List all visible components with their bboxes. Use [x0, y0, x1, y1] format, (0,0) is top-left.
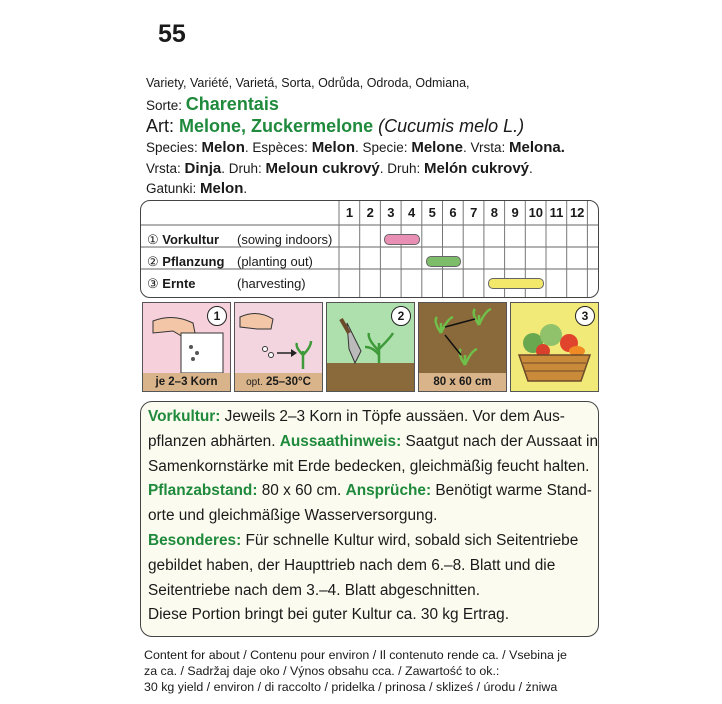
- art-latin: (Cucumis melo L.): [378, 116, 525, 136]
- vrsta-line-end: .: [529, 161, 533, 176]
- month-label: 6: [449, 205, 457, 220]
- month-label: 11: [549, 205, 564, 220]
- step1b-caption: [235, 373, 322, 391]
- info-heading: Pflanzabstand:: [148, 482, 258, 500]
- info-text: gebildet haben, der Haupttrieb nach dem 6.–8. Blatt und die: [148, 556, 556, 574]
- plant-spacing-icon: [419, 303, 506, 373]
- druh-cz-value: Meloun cukrový: [265, 160, 380, 177]
- step3-harvest-illustration: [510, 302, 599, 392]
- vrsta2-value: Dinja: [184, 160, 222, 177]
- species-value: Melon: [201, 139, 245, 156]
- species-label: Species:: [146, 140, 198, 155]
- step2b-spacing-illustration: [418, 302, 507, 392]
- info-line: [148, 482, 592, 500]
- calendar-row-pflanzung: [141, 252, 598, 273]
- info-text: Samenkornstärke mit Erde bedecken, gleichmäßig feucht halten.: [148, 457, 590, 475]
- info-line: [148, 458, 589, 476]
- druh-sk-label: . Druh:: [379, 161, 421, 176]
- specie-label: . Specie:: [355, 140, 408, 155]
- product-code: 55: [158, 20, 186, 48]
- footer-line-1: Content for about / Contenu pour environ / Il contenuto rende ca. / Vsebina je: [144, 648, 567, 662]
- step-badge-1: 1: [207, 306, 227, 326]
- info-heading: Ansprüche:: [345, 482, 432, 500]
- vrsta2-label: Vrsta:: [146, 161, 181, 176]
- step1-sowing-illustration: [142, 302, 231, 392]
- sowing-calendar: [140, 200, 599, 298]
- calendar-row-label: ① Vorkultur: [147, 232, 220, 247]
- step2b-caption: 80 x 60 cm: [419, 373, 506, 391]
- vrsta-line: [146, 160, 533, 177]
- month-label: 7: [470, 205, 478, 220]
- info-line: [148, 507, 437, 525]
- species-line: [146, 139, 565, 156]
- info-line: [148, 606, 509, 624]
- month-label: 3: [387, 205, 395, 220]
- calendar-row-sub: (sowing indoors): [237, 232, 333, 247]
- vrsta-value: Melona.: [509, 139, 565, 156]
- calendar-period-bar: [488, 278, 544, 289]
- calendar-row-label: ② Pflanzung: [147, 254, 225, 269]
- info-text: orte und gleichmäßige Wasserversorgung.: [148, 507, 438, 525]
- info-text: Saatgut nach der Aussaat in: [401, 432, 599, 450]
- info-heading: Vorkultur:: [148, 408, 221, 425]
- month-label: 8: [490, 205, 498, 220]
- step-badge-2: 2: [391, 306, 411, 326]
- gatunki-label: Gatunki:: [146, 181, 197, 196]
- vrsta-label: . Vrsta:: [463, 140, 506, 155]
- info-line: [148, 408, 565, 426]
- info-text: Für schnelle Kultur wird, sobald sich Seitentriebe: [241, 532, 579, 549]
- caption-prefix: opt.: [246, 377, 263, 388]
- especes-label: . Espèces:: [244, 140, 308, 155]
- info-text: Jeweils 2–3 Korn in Töpfe aussäen. Vor dem Aus-: [220, 408, 565, 425]
- info-line: [148, 582, 480, 600]
- step-badge-3: 3: [575, 306, 595, 326]
- seed-to-sprout-icon: [235, 303, 322, 373]
- info-text: Seitentriebe nach dem 3.–4. Blatt abgeschnitten.: [148, 581, 480, 599]
- druh-cz-label: . Druh:: [221, 161, 262, 176]
- info-line: [148, 433, 598, 451]
- art-label: Art:: [146, 116, 175, 136]
- step1-caption: je 2–3 Korn: [143, 373, 230, 391]
- info-text: Benötigt warme Stand-: [431, 482, 592, 500]
- month-label: 4: [407, 205, 416, 220]
- art-value: Melone, Zuckermelone: [179, 116, 374, 136]
- info-heading: Besonderes:: [148, 532, 242, 549]
- gatunki-line: [146, 180, 247, 197]
- sorte-label: Sorte:: [146, 98, 183, 113]
- variety-line: Variety, Variété, Varietá, Sorta, Odrůda, Odroda, Odmiana,: [146, 76, 470, 90]
- info-heading: Aussaathinweis:: [279, 432, 402, 450]
- month-label: 2: [366, 205, 374, 220]
- calendar-period-bar: [384, 234, 419, 245]
- sorte-line: [146, 94, 279, 115]
- sorte-value: Charentais: [185, 94, 279, 114]
- druh-sk-value: Melón cukrový: [423, 160, 530, 177]
- step2-planting-illustration: [326, 302, 415, 392]
- footer-line-3: 30 kg yield / environ / di raccolto / pridelka / prinosa / skliześ / úrodu / żniwa: [144, 680, 558, 694]
- info-text: pflanzen abhärten.: [148, 432, 280, 450]
- month-label: 9: [511, 205, 519, 220]
- especes-value: Melon: [311, 139, 356, 156]
- info-text: Diese Portion bringt bei guter Kultur ca. 30 kg Ertrag.: [148, 606, 510, 624]
- month-label: 1: [345, 205, 354, 220]
- calendar-period-bar: [426, 256, 461, 267]
- info-line: [148, 557, 555, 575]
- month-header-row: [141, 201, 598, 222]
- footer-line-2: za ca. / Sadržaj daje oko / Výnos obsahu cca. / Zawartość to ok.:: [144, 664, 500, 678]
- specie-value: Melone: [411, 139, 464, 156]
- calendar-row-sub: (planting out): [237, 254, 313, 269]
- info-line: [148, 532, 578, 550]
- art-line: [146, 116, 524, 137]
- info-text: 80 x 60 cm.: [257, 482, 346, 500]
- month-label: 5: [428, 205, 436, 220]
- calendar-row-label: ③ Ernte: [147, 276, 196, 291]
- calendar-row-vorkultur: [141, 230, 598, 251]
- gatunki-value: Melon: [200, 180, 244, 197]
- step1b-germination-illustration: [234, 302, 323, 392]
- month-label: 10: [528, 205, 544, 220]
- gatunki-end: .: [243, 181, 248, 196]
- caption-temp: 25–30°C: [266, 376, 311, 388]
- month-label: 12: [569, 205, 585, 220]
- cultivation-info-box: [140, 401, 599, 637]
- calendar-row-sub: (harvesting): [237, 276, 306, 291]
